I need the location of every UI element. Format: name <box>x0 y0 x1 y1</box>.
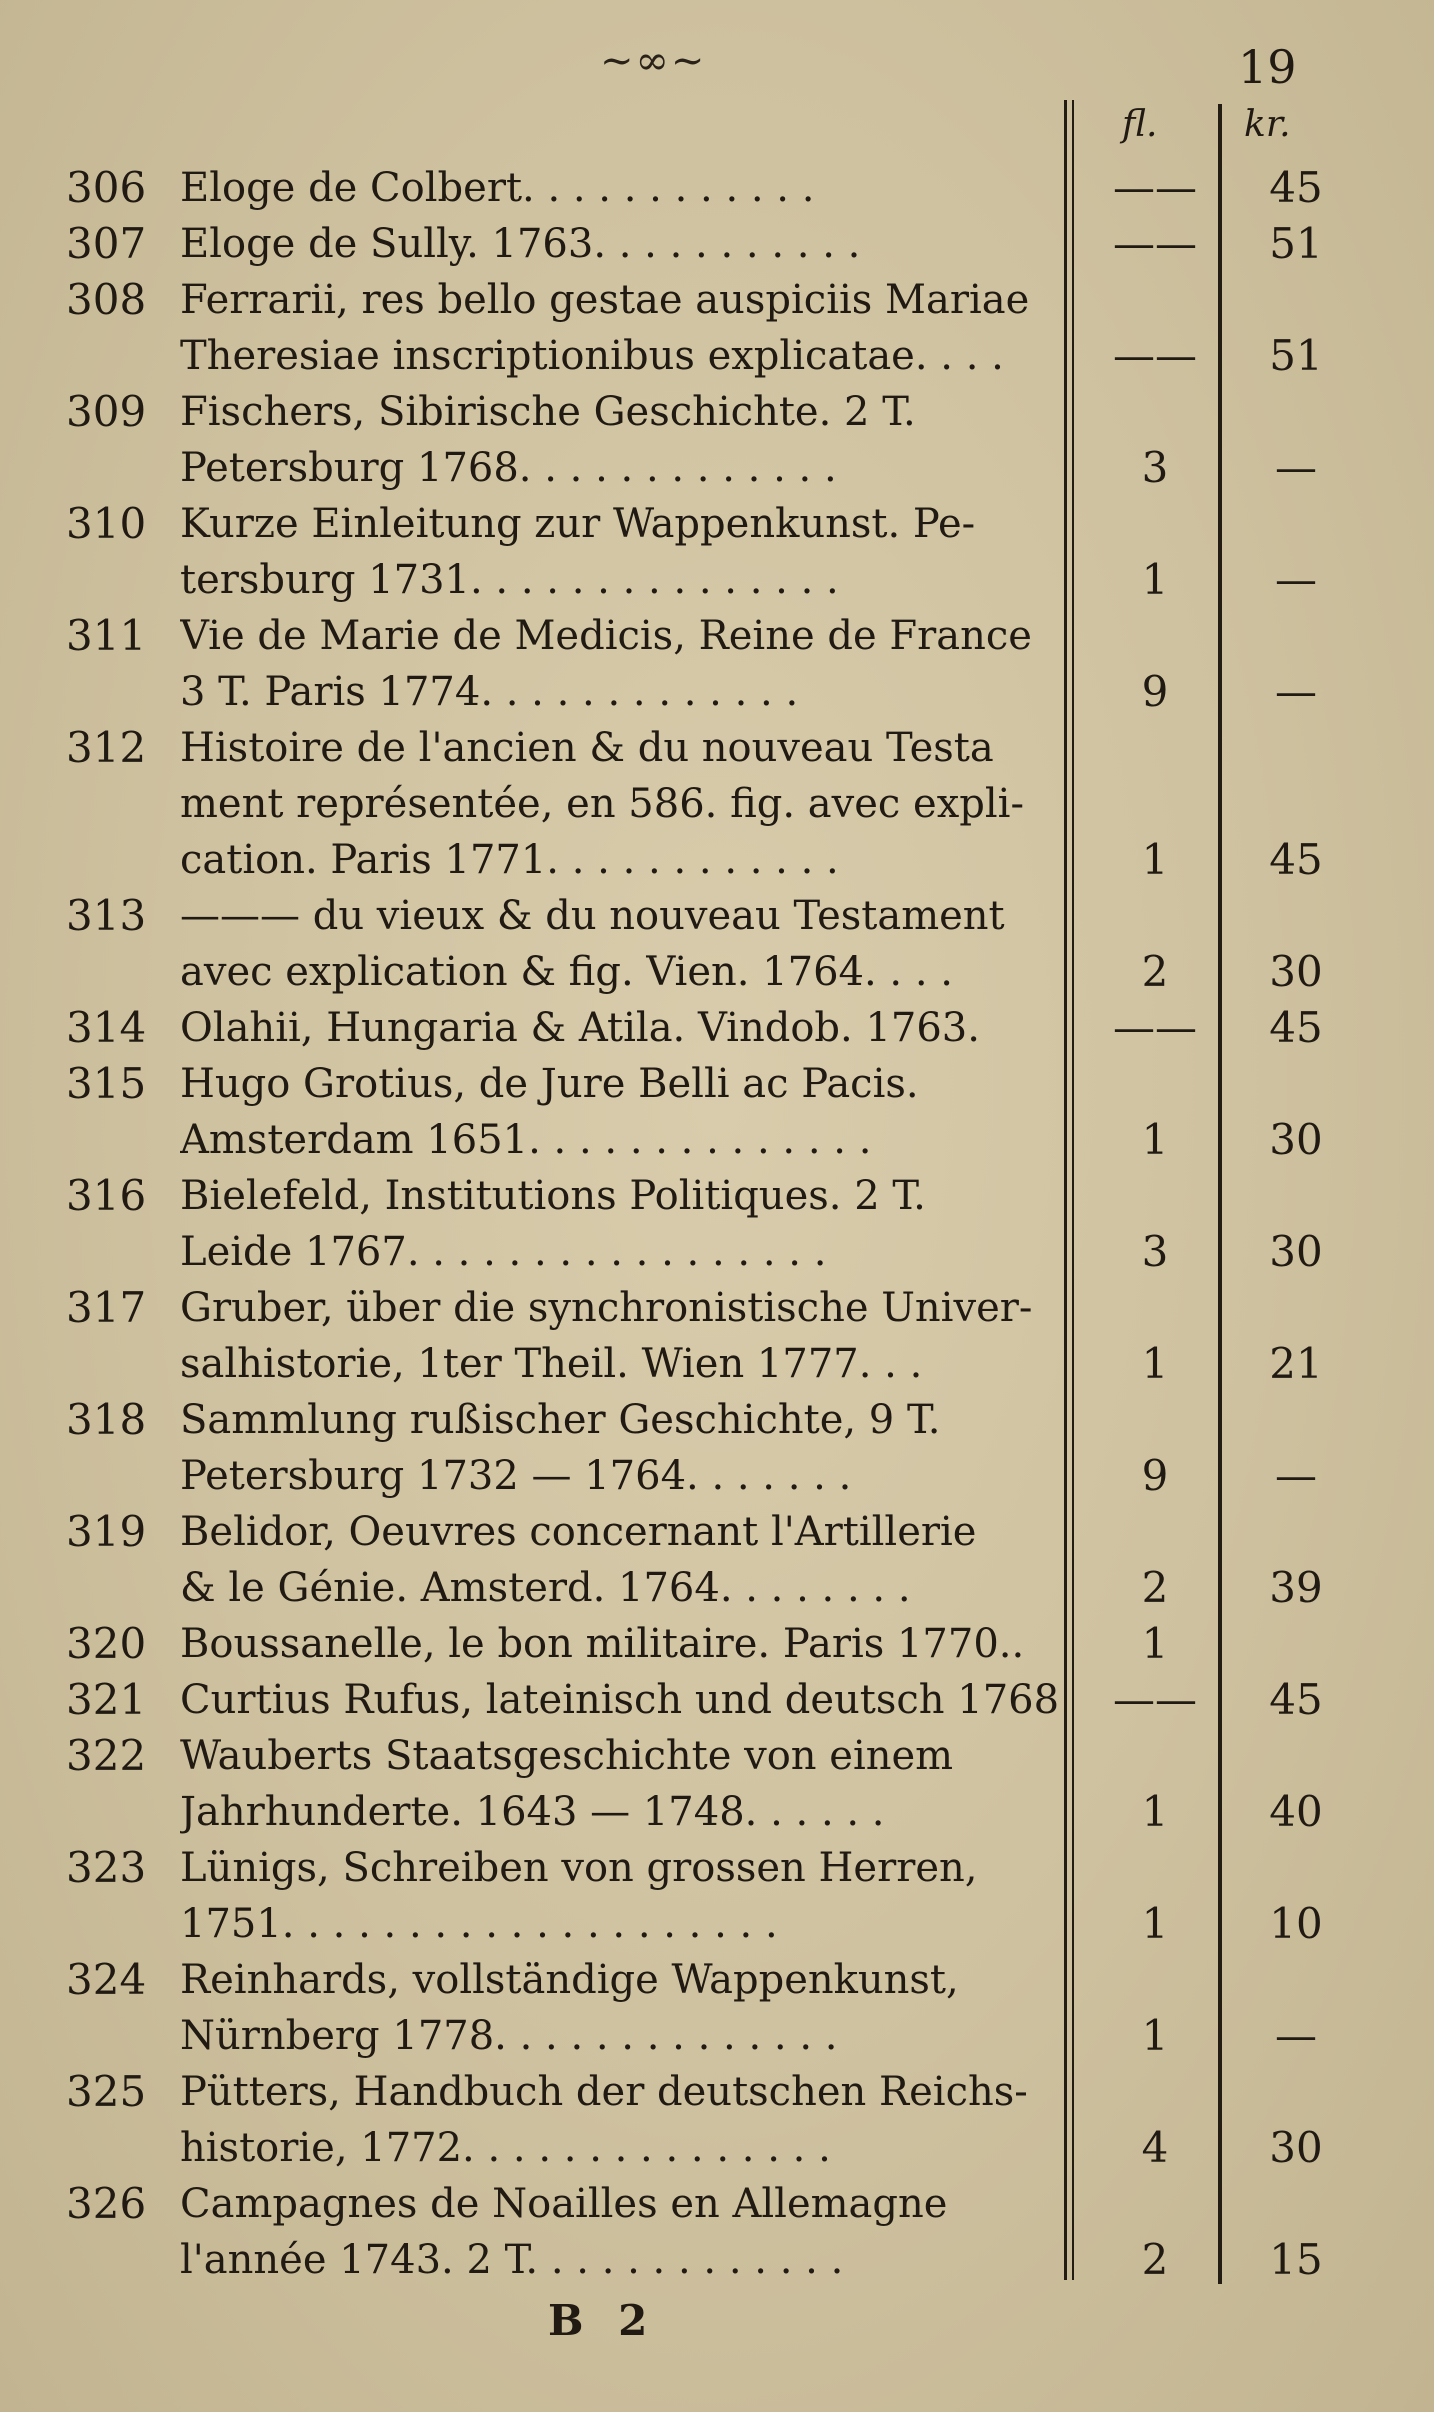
catalog-entry <box>0 1504 1434 1616</box>
entry-text-line: Fischers, Sibirische Geschichte. 2 T. <box>180 389 916 435</box>
catalog-entry <box>0 720 1434 888</box>
entry-text-line: Eloge de Colbert. . . . . . . . . . . . <box>180 165 815 211</box>
entry-text-line: Histoire de l'ancien & du nouveau Testa <box>180 725 994 771</box>
entry-text-line: 1751. . . . . . . . . . . . . . . . . . . . <box>180 1901 778 1947</box>
price-kreuzer: — <box>1275 555 1317 604</box>
catalog-entry <box>0 2064 1434 2176</box>
price-florin: —— <box>1113 331 1197 380</box>
entry-text-line: Boussanelle, le bon militaire. Paris 1770.. <box>180 1621 1025 1667</box>
catalog-entry <box>0 1672 1434 1728</box>
catalog-entry <box>0 1952 1434 2064</box>
price-kreuzer: 45 <box>1269 1003 1323 1052</box>
price-kreuzer: — <box>1275 2011 1317 2060</box>
entry-text-line: historie, 1772. . . . . . . . . . . . . . . <box>180 2125 831 2171</box>
entry-number: 312 <box>66 723 147 772</box>
price-kreuzer: 30 <box>1269 2123 1323 2172</box>
catalog-entry <box>0 1280 1434 1392</box>
price-florin: 1 <box>1141 1899 1169 1948</box>
entry-text-line: Hugo Grotius, de Jure Belli ac Pacis. <box>180 1061 919 1107</box>
entry-text-line: Leide 1767. . . . . . . . . . . . . . . . . <box>180 1229 827 1275</box>
price-florin: 3 <box>1141 1227 1169 1276</box>
entry-number: 322 <box>66 1731 147 1780</box>
entry-text-line: Amsterdam 1651. . . . . . . . . . . . . . <box>180 1117 872 1163</box>
column-header-kreuzer: kr. <box>1244 104 1291 145</box>
price-florin: —— <box>1113 1675 1197 1724</box>
entry-number: 326 <box>66 2179 147 2228</box>
catalog-entry <box>0 2176 1434 2288</box>
entry-text-line: Gruber, über die synchronistische Univer- <box>180 1285 1033 1331</box>
price-kreuzer: 51 <box>1269 219 1323 268</box>
price-kreuzer: 21 <box>1269 1339 1323 1388</box>
signature-mark: B 2 <box>548 2296 658 2345</box>
entry-number: 325 <box>66 2067 147 2116</box>
column-header-florin: fl. <box>1122 104 1158 145</box>
entry-text-line: salhistorie, 1ter Theil. Wien 1777. . . <box>180 1341 923 1387</box>
catalog-entry <box>0 1392 1434 1504</box>
price-florin: —— <box>1113 163 1197 212</box>
entry-text-line: 3 T. Paris 1774. . . . . . . . . . . . . <box>180 669 799 715</box>
entry-text-line: Nürnberg 1778. . . . . . . . . . . . . . <box>180 2013 838 2059</box>
header-ornament: ~∞~ <box>600 38 707 84</box>
price-florin: 1 <box>1141 555 1169 604</box>
entry-text-line: Campagnes de Noailles en Allemagne <box>180 2181 948 2227</box>
price-kreuzer: 10 <box>1269 1899 1323 1948</box>
price-florin: 1 <box>1141 1339 1169 1388</box>
catalog-entry <box>0 160 1434 216</box>
entry-text-line: Olahii, Hungaria & Atila. Vindob. 1763. <box>180 1005 980 1051</box>
price-kreuzer: 30 <box>1269 947 1323 996</box>
catalog-entry <box>0 1168 1434 1280</box>
price-florin: 1 <box>1141 1787 1169 1836</box>
entry-text-line: l'année 1743. 2 T. . . . . . . . . . . . . <box>180 2237 844 2283</box>
entry-text-line: Wauberts Staatsgeschichte von einem <box>180 1733 954 1779</box>
entry-text-line: Kurze Einleitung zur Wappenkunst. Pe- <box>180 501 976 547</box>
entry-text-line: Lünigs, Schreiben von grossen Herren, <box>180 1845 978 1891</box>
price-florin: 2 <box>1141 2235 1169 2284</box>
catalog-entry <box>0 888 1434 1000</box>
price-florin: 9 <box>1141 1451 1169 1500</box>
entry-number: 311 <box>66 611 147 660</box>
catalog-entry <box>0 608 1434 720</box>
entry-number: 310 <box>66 499 147 548</box>
price-kreuzer: 30 <box>1269 1115 1323 1164</box>
entry-number: 306 <box>66 163 147 212</box>
price-kreuzer: 45 <box>1269 835 1323 884</box>
entry-number: 314 <box>66 1003 147 1052</box>
page-number: 19 <box>1238 40 1297 94</box>
entry-text-line: Vie de Marie de Medicis, Reine de France <box>180 613 1032 659</box>
price-florin: 1 <box>1141 1115 1169 1164</box>
price-kreuzer: 45 <box>1269 1675 1323 1724</box>
price-kreuzer: 39 <box>1269 1563 1323 1612</box>
price-kreuzer: — <box>1275 1451 1317 1500</box>
catalog-entry <box>0 272 1434 384</box>
entry-text-line: tersburg 1731. . . . . . . . . . . . . . . <box>180 557 839 603</box>
catalog-entry <box>0 1000 1434 1056</box>
entry-number: 320 <box>66 1619 147 1668</box>
price-florin: —— <box>1113 1003 1197 1052</box>
price-kreuzer: 40 <box>1269 1787 1323 1836</box>
entry-text-line: Curtius Rufus, lateinisch und deutsch 1768 <box>180 1677 1060 1723</box>
price-florin: 3 <box>1141 443 1169 492</box>
price-florin: 1 <box>1141 2011 1169 2060</box>
entry-text-line: Ferrarii, res bello gestae auspiciis Mariae <box>180 277 1030 323</box>
entry-text-line: ——— du vieux & du nouveau Testament <box>180 893 1005 939</box>
catalog-entry <box>0 384 1434 496</box>
entry-text-line: Petersburg 1732 — 1764. . . . . . . <box>180 1453 852 1499</box>
price-florin: —— <box>1113 219 1197 268</box>
price-kreuzer: 15 <box>1269 2235 1323 2284</box>
entry-text-line: Theresiae inscriptionibus explicatae. . . . <box>180 333 1004 379</box>
price-florin: 2 <box>1141 1563 1169 1612</box>
price-kreuzer: 45 <box>1269 163 1323 212</box>
price-kreuzer: 51 <box>1269 331 1323 380</box>
entry-number: 313 <box>66 891 147 940</box>
price-florin: 2 <box>1141 947 1169 996</box>
entry-text-line: Petersburg 1768. . . . . . . . . . . . . <box>180 445 837 491</box>
entry-number: 324 <box>66 1955 147 2004</box>
entry-number: 308 <box>66 275 147 324</box>
price-kreuzer: 30 <box>1269 1227 1323 1276</box>
entry-number: 309 <box>66 387 147 436</box>
entry-text-line: Jahrhunderte. 1643 — 1748. . . . . . <box>180 1789 885 1835</box>
catalog-entry <box>0 1056 1434 1168</box>
entry-text-line: & le Génie. Amsterd. 1764. . . . . . . . <box>180 1565 911 1611</box>
price-florin: 4 <box>1141 2123 1169 2172</box>
price-kreuzer: — <box>1275 443 1317 492</box>
entry-number: 307 <box>66 219 147 268</box>
entry-number: 315 <box>66 1059 147 1108</box>
entry-text-line: ment représentée, en 586. fig. avec expli- <box>180 781 1024 827</box>
price-kreuzer: — <box>1275 667 1317 716</box>
entry-text-line: Bielefeld, Institutions Politiques. 2 T. <box>180 1173 926 1219</box>
entry-text-line: Reinhards, vollständige Wappenkunst, <box>180 1957 959 2003</box>
catalog-entry <box>0 1616 1434 1672</box>
entry-text-line: Eloge de Sully. 1763. . . . . . . . . . . <box>180 221 861 267</box>
entry-number: 318 <box>66 1395 147 1444</box>
price-florin: 9 <box>1141 667 1169 716</box>
catalog-entry <box>0 496 1434 608</box>
price-florin: 1 <box>1141 835 1169 884</box>
entry-number: 319 <box>66 1507 147 1556</box>
catalog-entry <box>0 216 1434 272</box>
catalog-entry <box>0 1728 1434 1840</box>
entry-number: 316 <box>66 1171 147 1220</box>
entry-number: 317 <box>66 1283 147 1332</box>
entry-text-line: Sammlung rußischer Geschichte, 9 T. <box>180 1397 941 1443</box>
entry-number: 323 <box>66 1843 147 1892</box>
catalog-entry <box>0 1840 1434 1952</box>
entry-text-line: cation. Paris 1771. . . . . . . . . . . . <box>180 837 839 883</box>
entry-text-line: Pütters, Handbuch der deutschen Reichs- <box>180 2069 1028 2115</box>
entry-text-line: Belidor, Oeuvres concernant l'Artillerie <box>180 1509 977 1555</box>
entry-number: 321 <box>66 1675 147 1724</box>
price-florin: 1 <box>1141 1619 1169 1668</box>
entry-text-line: avec explication & fig. Vien. 1764. . . . <box>180 949 954 995</box>
